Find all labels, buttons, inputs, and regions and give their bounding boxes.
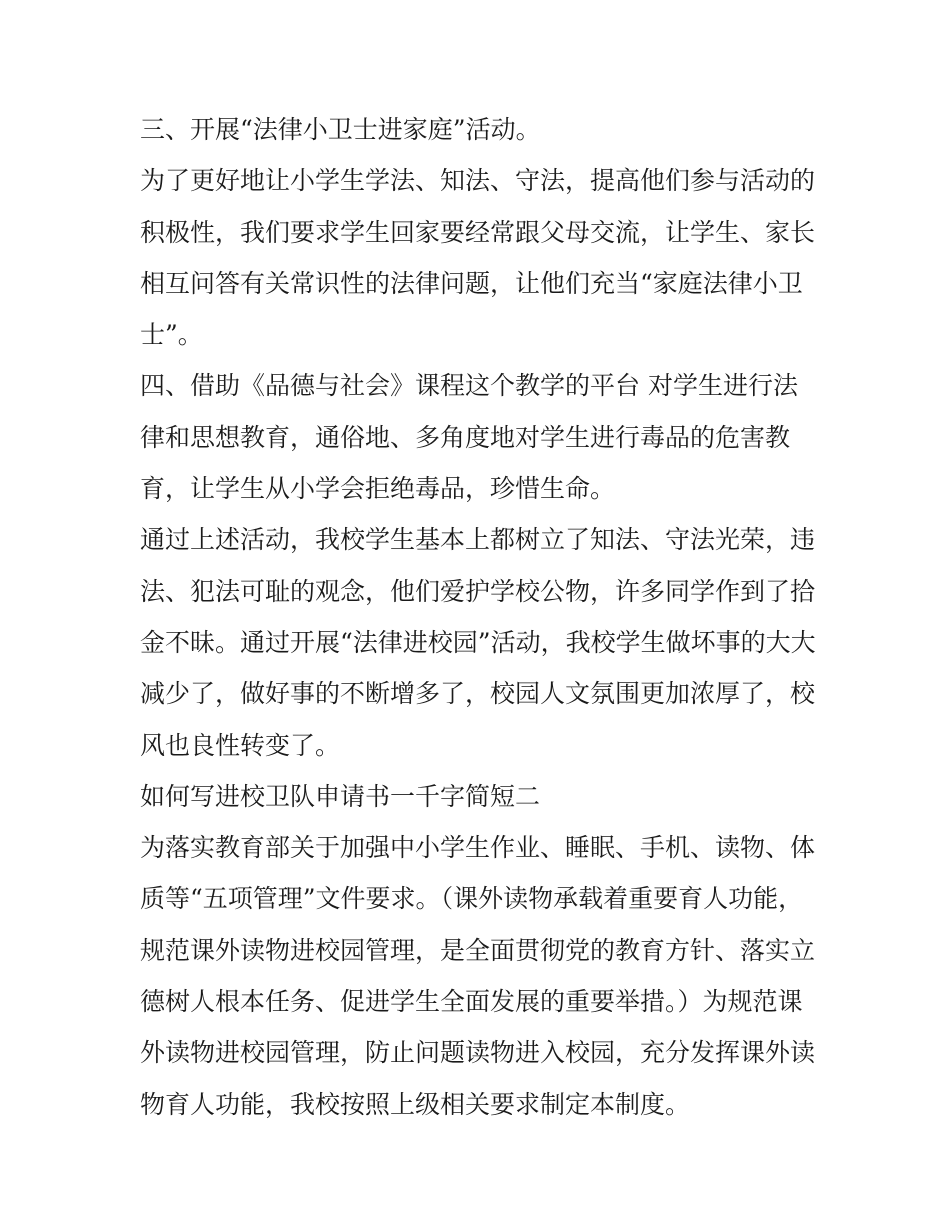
text-line: 积极性，我们要求学生回家要经常跟父母交流，让学生、家长 bbox=[140, 217, 816, 247]
text-line: 德树人根本任务、促进学生全面发展的重要举措。）为规范课 bbox=[140, 987, 803, 1017]
text-line: 规范课外读物进校园管理，是全面贯彻党的教育方针、落实立 bbox=[140, 935, 816, 965]
section-heading-three: 三、开展“法律小卫士进家庭”活动。 bbox=[140, 115, 541, 144]
text-line: 外读物进校园管理，防止问题读物进入校园，充分发挥课外读 bbox=[140, 1038, 816, 1068]
text-line: 物育人功能，我校按照上级相关要求制定本制度。 bbox=[140, 1089, 691, 1119]
text-line: 质等“五项管理”文件要求。（课外读物承载着重要育人功能， bbox=[140, 884, 804, 914]
text-line: 减少了，做好事的不断增多了，校园人文氛围更加浓厚了，校 bbox=[140, 679, 816, 709]
text-line: 为了更好地让小学生学法、知法、守法，提高他们参与活动的 bbox=[140, 166, 816, 196]
text-line: 法、犯法可耻的观念，他们爱护学校公物，许多同学作到了拾 bbox=[140, 576, 816, 606]
text-line: 律和思想教育，通俗地、多角度地对学生进行毒品的危害教 bbox=[140, 422, 791, 452]
document-subtitle: 如何写进校卫队申请书一千字简短二 bbox=[140, 781, 541, 811]
text-line: 通过上述活动，我校学生基本上都树立了知法、守法光荣，违 bbox=[140, 525, 816, 555]
text-line: 风也良性转变了。 bbox=[140, 730, 341, 760]
text-line: 相互问答有关常识性的法律问题，让他们充当“家庭法律小卫 bbox=[140, 268, 803, 298]
section-heading-four: 四、借助《品德与社会》课程这个教学的平台 对学生进行法 bbox=[140, 371, 798, 401]
text-line: 金不昧。通过开展“法律进校园”活动，我校学生做坏事的大大 bbox=[140, 627, 816, 657]
text-line: 为落实教育部关于加强中小学生作业、睡眠、手机、读物、体 bbox=[140, 833, 816, 863]
document-body bbox=[140, 104, 820, 1130]
text-line: 士”。 bbox=[140, 320, 203, 350]
text-line: 育，让学生从小学会拒绝毒品，珍惜生命。 bbox=[140, 474, 616, 504]
